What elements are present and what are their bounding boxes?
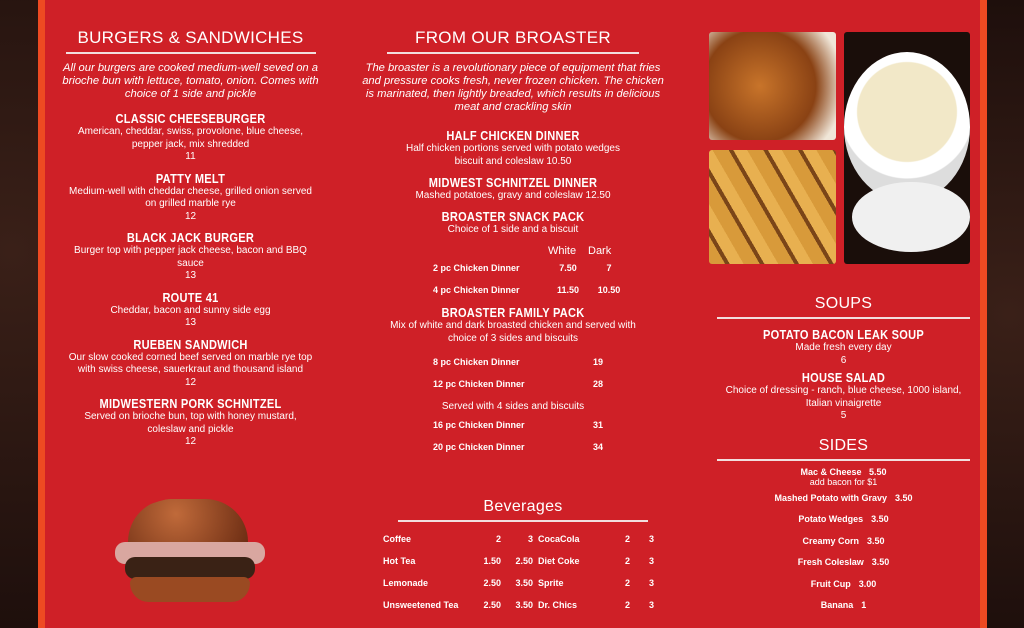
item-name: PATTY MELT	[155, 170, 226, 186]
item-desc: Half chicken portions served with potato wedges biscuit and coleslaw 10.50	[405, 143, 620, 167]
beverage-name: Coffee	[383, 534, 412, 544]
item-desc: Cheddar, bacon and sunny side egg	[110, 304, 271, 316]
beverage-row	[383, 572, 538, 594]
item-desc: Our slow cooked corned beef served on marble rye top with swiss cheese, sauerkraut and thousand island	[68, 351, 313, 375]
beverage-name: Unsweetened Tea	[383, 600, 459, 610]
side-name: Fresh Coleslaw	[797, 557, 864, 568]
item-price: 13	[184, 270, 197, 281]
broaster-section	[358, 28, 668, 458]
beverage-row	[383, 528, 538, 550]
side-item	[717, 552, 970, 574]
beverage-price-small: 2	[624, 534, 630, 544]
beverage-price-large: 3	[648, 534, 654, 544]
item-desc: Choice of 1 side and a biscuit	[447, 223, 579, 235]
side-name: Fruit Cup	[810, 578, 851, 589]
beverage-price-small: 1.50	[483, 556, 501, 566]
beverage-price-large: 3.50	[515, 578, 533, 588]
row-white: 11.50	[556, 285, 580, 295]
row-name: 20 pc Chicken Dinner	[433, 441, 525, 452]
beverages-section	[383, 498, 663, 616]
row-dark: 10.50	[597, 285, 621, 295]
item-price: 12	[184, 376, 197, 388]
row-name: 16 pc Chicken Dinner	[433, 419, 525, 430]
row-price: 19	[592, 357, 603, 367]
beverage-name: CocaCola	[538, 534, 580, 544]
burger-photo	[110, 497, 270, 607]
side-item	[717, 530, 970, 552]
item-price: 12	[184, 436, 197, 447]
side-name: Mac & Cheese	[800, 467, 862, 477]
item-desc: Mashed potatoes, gravy and coleslaw 12.50	[415, 190, 611, 201]
item-price: 6	[840, 354, 847, 366]
sides-section	[717, 437, 970, 616]
section-intro: The broaster is a revolutionary piece of equipment that fries and pressure cooks fresh, never frozen chicken. The chicken is marinated, then lightly breaded, which results in delicious meat and crackling skin	[362, 62, 664, 113]
beverage-price-small: 2	[624, 556, 630, 566]
item-desc: American, cheddar, swiss, provolone, blue cheese, pepper jack, mix shredded	[77, 126, 304, 150]
row-white: 7.50	[559, 263, 577, 273]
section-title: SOUPS	[717, 295, 970, 319]
side-name: Mashed Potato with Gravy	[774, 492, 887, 503]
beverage-name: Sprite	[538, 578, 564, 588]
side-note: add bacon for $1	[809, 477, 878, 487]
beverage-row	[538, 550, 663, 572]
family-row	[358, 373, 668, 395]
section-title: SIDES	[717, 437, 970, 461]
soups-section	[717, 295, 970, 423]
family-row	[358, 351, 668, 373]
row-name: 8 pc Chicken Dinner	[433, 357, 520, 367]
beverage-row	[538, 528, 663, 550]
snack-row	[358, 279, 668, 301]
item-name: POTATO BACON LEAK SOUP	[763, 327, 924, 342]
beverage-price-large: 3	[648, 556, 654, 566]
item-name: BROASTER FAMILY PACK	[441, 305, 585, 320]
wood-background-right	[987, 0, 1024, 628]
beverage-price-small: 2	[624, 578, 630, 588]
item-name: HOUSE SALAD	[801, 370, 886, 385]
side-price: 3.50	[871, 514, 889, 525]
item-name: ROUTE 41	[162, 289, 219, 305]
beverage-price-large: 3	[648, 578, 654, 588]
item-desc: Served on brioche bun, top with honey mustard, coleslaw and pickle	[84, 411, 297, 435]
beverage-row	[383, 550, 538, 572]
section-intro: All our burgers are cooked medium-well seved on a brioche bun with lettuce, tomato, onion. Comes with choice of 1 side and pickle	[62, 62, 319, 100]
section-title: Beverages	[398, 498, 648, 522]
beverage-name: Hot Tea	[383, 556, 416, 566]
beverage-name: Lemonade	[383, 578, 429, 588]
beverage-price-large: 2.50	[515, 556, 533, 566]
snack-col-headers	[358, 245, 668, 257]
fried-chicken-photo	[709, 32, 836, 140]
beverage-row	[538, 572, 663, 594]
side-price: 5.50	[869, 467, 887, 477]
item-desc: Made fresh every day	[795, 342, 892, 353]
side-price: 3.50	[867, 535, 885, 546]
beverage-price-large: 3	[648, 600, 654, 610]
beverage-name: Dr. Chics	[538, 600, 578, 610]
item-price: 13	[184, 317, 197, 328]
item-price: 12	[184, 210, 197, 222]
row-name: 2 pc Chicken Dinner	[433, 263, 520, 273]
family-note: Served with 4 sides and biscuits	[441, 401, 585, 412]
row-dark: 7	[606, 263, 612, 273]
item-price: 5	[840, 410, 847, 421]
col-white: White	[547, 245, 577, 257]
beverage-price-large: 3	[527, 534, 533, 544]
side-item	[717, 487, 970, 509]
item-name: CLASSIC CHEESEBURGER	[115, 111, 266, 126]
family-row	[358, 436, 668, 458]
burgers-section	[48, 28, 333, 449]
side-price: 3.00	[858, 578, 877, 589]
side-price: 3.50	[871, 557, 890, 568]
row-price: 34	[592, 441, 603, 452]
beverage-price-large: 3.50	[515, 600, 533, 610]
item-name: MIDWESTERN PORK SCHNITZEL	[99, 396, 282, 411]
item-name: BLACK JACK BURGER	[126, 230, 255, 245]
item-price: 11	[185, 151, 196, 162]
item-name: BROASTER SNACK PACK	[441, 208, 585, 224]
soup-photo	[844, 32, 970, 264]
wood-background-left	[0, 0, 38, 628]
item-desc: Medium-well with cheddar cheese, grilled onion served on grilled marble rye	[69, 185, 312, 209]
potato-wedges-photo	[709, 150, 836, 264]
side-price: 1	[861, 600, 867, 611]
beverage-price-small: 2	[624, 600, 630, 610]
side-price: 3.50	[895, 492, 913, 503]
side-mac	[717, 467, 970, 477]
item-desc: Mix of white and dark broasted chicken and served with choice of 3 sides and biscuits	[390, 320, 636, 344]
snack-row	[358, 257, 668, 279]
beverage-row	[383, 594, 538, 616]
side-name: Potato Wedges	[798, 514, 864, 525]
item-name: RUEBEN SANDWICH	[133, 336, 248, 352]
item-desc: Choice of dressing - ranch, blue cheese, 1000 island, Italian vinaigrette	[725, 385, 962, 409]
section-title: BURGERS & SANDWICHES	[66, 28, 316, 54]
beverage-price-small: 2.50	[483, 578, 501, 588]
side-item	[717, 509, 970, 531]
side-item	[717, 573, 970, 595]
beverage-name: Diet Coke	[538, 556, 580, 566]
col-dark: Dark	[588, 245, 612, 257]
beverage-price-small: 2.50	[483, 600, 501, 610]
item-desc: Burger top with pepper jack cheese, bacon and BBQ sauce	[74, 245, 307, 269]
family-row	[358, 414, 668, 436]
beverage-price-small: 2	[495, 534, 501, 544]
row-name: 4 pc Chicken Dinner	[433, 285, 520, 295]
side-item	[717, 595, 970, 617]
row-name: 12 pc Chicken Dinner	[433, 379, 525, 389]
section-title: FROM OUR BROASTER	[387, 28, 639, 54]
row-price: 28	[592, 379, 603, 389]
item-name: HALF CHICKEN DINNER	[446, 128, 580, 143]
side-name: Banana	[820, 600, 854, 611]
item-name: MIDWEST SCHNITZEL DINNER	[428, 175, 598, 190]
beverage-row	[538, 594, 663, 616]
side-name: Creamy Corn	[802, 535, 859, 546]
row-price: 31	[592, 419, 603, 430]
